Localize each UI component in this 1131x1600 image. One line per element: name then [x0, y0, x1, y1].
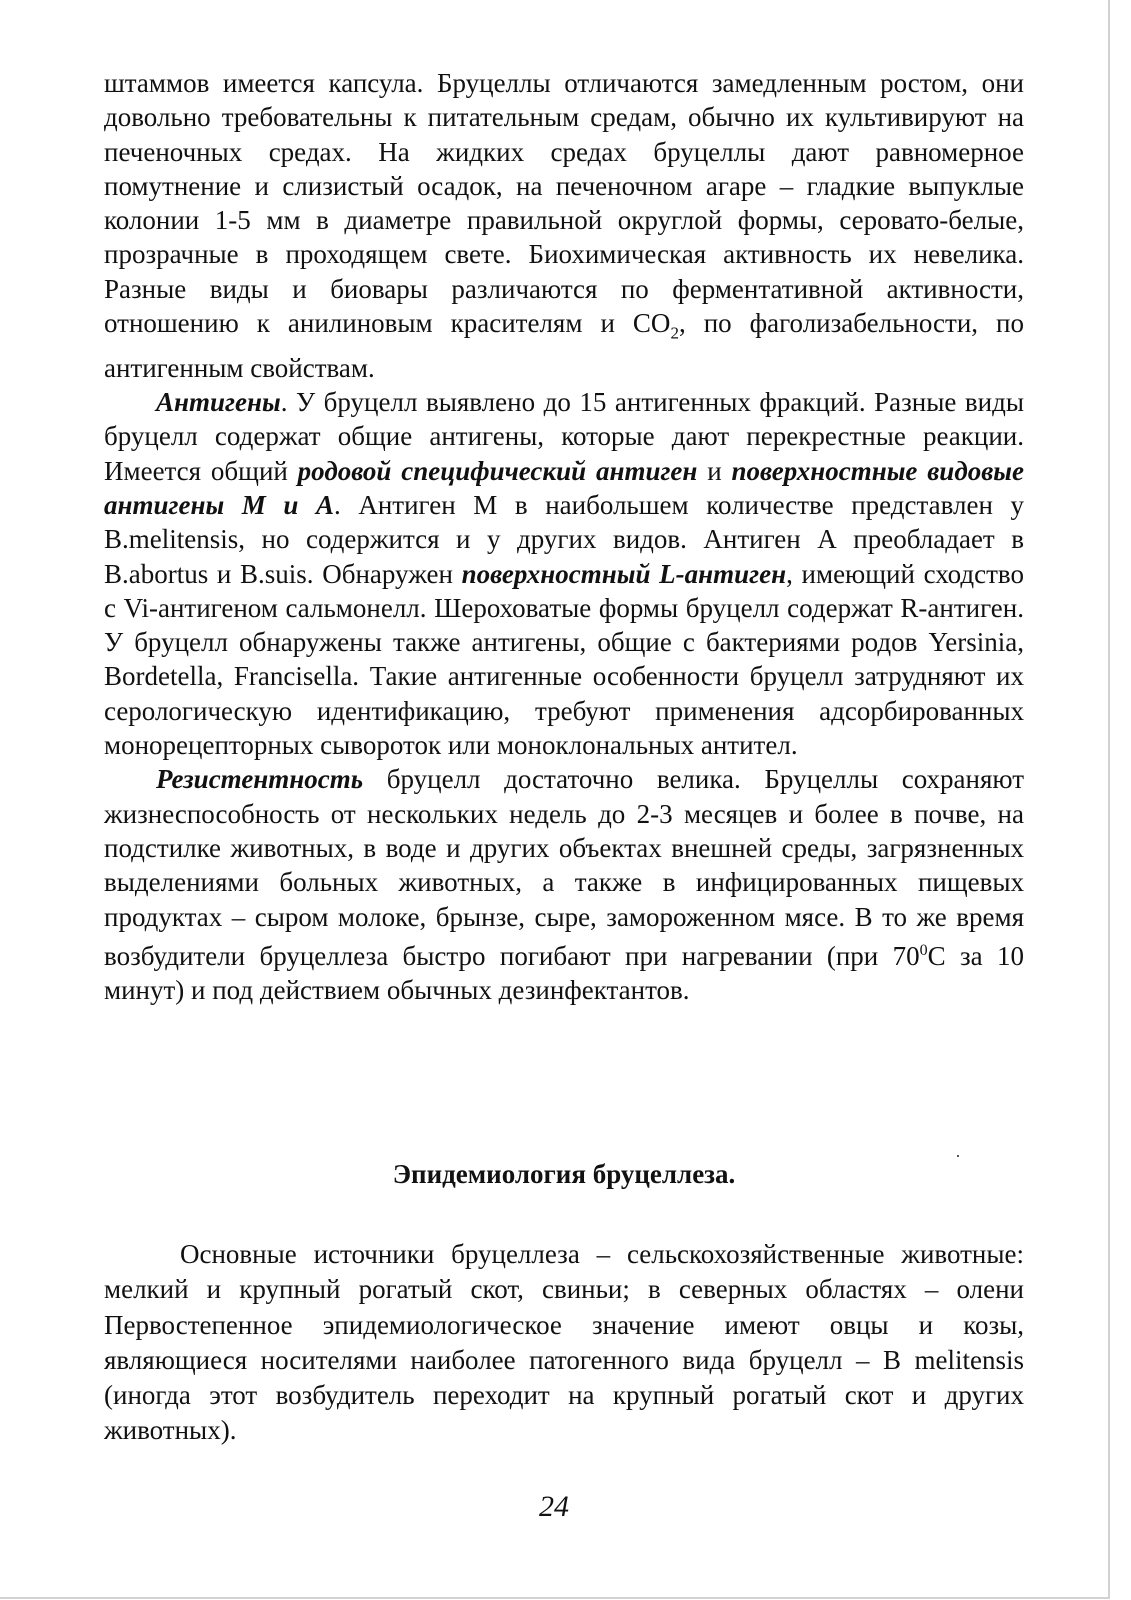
antigens-text-d: , имеющий сходство с Vi-антигеном сальмонелл. Шероховатые формы бруцелл содержат R-антиген. У бруцелл обнаружены также антигены, общие с бактериями родов Yersinia, Bordetella, Francisella. Такие антигенные особенности бруцелл затрудняют их серологическую идентификацию, требуют применения адсорбированных монорецепторных сывороток или моноклональных антител.	[104, 558, 1024, 761]
resistance-text-a: бруцелл достаточно велика. Бруцеллы сохраняют жизнеспособность от нескольких недель до 2-3 месяцев и более в почве, на подстилке животных, в воде и других объектах внешней среды, загрязненных выделениями больных животных, а также в инфицированных пищевых продуктах – сыром молоке, брынзе, сыре, замороженном мясе. В то же время возбудители бруцеллеза быстро погибают при нагревании (при 70	[104, 764, 1024, 971]
section-heading: Эпидемиология бруцеллеза.	[392, 1159, 736, 1189]
paragraph-morphology-end: , по фаголизабельности, по антигенным свойствам.	[104, 308, 1024, 383]
paragraph-morphology	[104, 66, 1024, 385]
antigens-text-a: . У бруцелл выявлено до 15 антигенных фракций. Разные виды бруцелл содержат общие антигены, которые дают перекрестные реакции. Имеется общий	[104, 387, 1024, 486]
body-text-bottom	[104, 1210, 1024, 1476]
resistance-text-b: С за 10 минут) и под действием обычных дезинфектантов.	[104, 940, 1024, 1006]
paragraph-morphology-text: штаммов имеется капсула. Бруцеллы отличаются замедленным ростом, они довольно требовательны к питательным средам, обычно их культивируют на печеночных средах. На жидких средах бруцеллы дают равномерное помутнение и слизистый осадок, на печеночном агаре – гладкие выпуклые колонии 1-5 мм в диаметре правильной округлой формы, серовато-белые, прозрачные в проходящем свете. Биохимическая активность их невелика. Разные виды и биовары различаются по ферментативной активности, отношению к анилиновым красителям и CO	[104, 68, 1024, 339]
scan-speck	[957, 1155, 959, 1157]
antigens-text-c: . Антиген М в наибольшем количестве представлен у B.melitensis, но содержится и у других видов. Антиген А преобладает в B.abortus и B.suis. Обнаружен	[104, 489, 1024, 589]
degree-superscript: 0	[919, 941, 928, 959]
term-l-antigen: поверхностный L-антиген	[461, 558, 787, 589]
antigens-text-b: и	[697, 455, 732, 486]
term-surface-antigens: поверхностные видовые антигены М и А	[104, 455, 1024, 520]
body-text-top	[104, 66, 1024, 1007]
paragraph-epidemiology: Основные источники бруцеллеза – сельскохозяйственные животные: мелкий и крупный рогатый скот, свиньи; в северных областях – олени Первостепенное эпидемиологическое значение имеют овцы и козы, являющиеся носителями наиболее патогенного вида бруцелл – B melitensis (иногда этот возбудитель переходит на крупный рогатый скот и других животных).	[104, 1239, 1024, 1446]
co2-subscript: 2	[670, 323, 679, 343]
paragraph-antigens	[104, 385, 1024, 762]
term-generic-antigen: родовой специфический антиген	[297, 455, 698, 486]
paragraph-resistance	[104, 762, 1024, 1007]
term-antigens: Антигены	[156, 387, 281, 418]
page-number: 24	[539, 1490, 569, 1523]
term-resistance: Резистентность	[156, 764, 364, 795]
